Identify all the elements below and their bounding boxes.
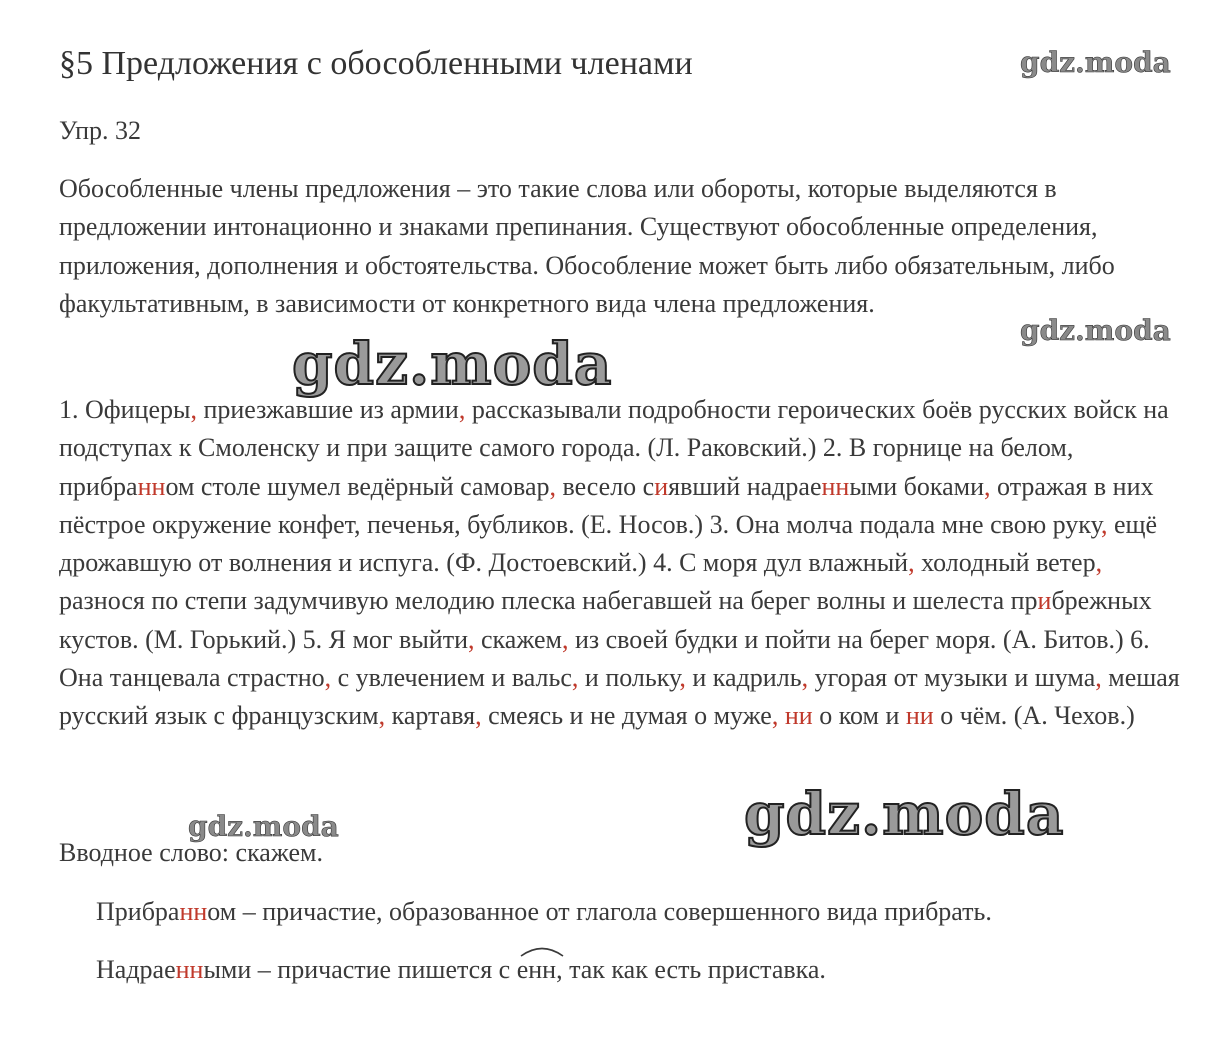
highlight-mark: и [654, 471, 669, 501]
text-segment: ещё дрожавшую от волнения и испуга. (Ф. Достоевский.) 4. С моря дул влажный [59, 509, 1158, 578]
watermark-logo: gdz.moda [1020, 314, 1171, 347]
watermark-logo: gdz.moda [292, 330, 613, 398]
highlight-mark: , [1095, 548, 1103, 578]
text-segment: 1. Офицеры [59, 395, 191, 424]
highlight-mark: и [1037, 586, 1052, 616]
exercise-number: Упр. 32 [59, 116, 142, 145]
highlight-letters: нн [179, 897, 208, 926]
text-segment: смеясь и не думая о муже [481, 701, 772, 731]
text-segment: и кадриль [685, 663, 802, 693]
text-segment: отражая в них пёстрое окружение конфет, печенья, бубликов. (Е. Носов.) 3. Она молча подала мне свою руку [59, 471, 1154, 539]
page-title: §5 Предложения с обособленными членами [59, 45, 693, 82]
highlight-mark: , [458, 395, 466, 424]
text-segment: холодный ветер [914, 548, 1096, 578]
text-segment: из своей будки и пойти на берег моря. (А. Битов.) 6. Она танцевала страстно [59, 624, 1150, 693]
highlight-mark: ни [905, 701, 934, 731]
text-segment: весело с [555, 471, 655, 501]
highlight-mark: , [378, 701, 386, 731]
suffix-mark [517, 951, 556, 989]
highlight-mark: нн [821, 471, 850, 501]
note-text: , так как есть приставка. [556, 955, 826, 984]
highlight-mark: , [908, 548, 915, 578]
intro-paragraph: Обособленные члены предложения – это такие слова или обороты, которые выделяются в предложении интонационно и знаками препинания. Существуют обособленные определения, приложения, дополнения и обстоятельства. Обособление может быть либо обязательным, либо факультативным, в зависимости от конкретного вида члена предложения. [59, 174, 1115, 318]
text-segment: о чём. (А. Чехов.) [933, 701, 1135, 731]
exercise-text [59, 391, 1189, 736]
highlight-mark: нн [137, 471, 166, 501]
watermark-logo: gdz.moda [1020, 46, 1171, 79]
text-segment: и польку [578, 663, 680, 693]
highlight-mark: , [984, 471, 991, 501]
watermark-logo: gdz.moda [744, 780, 1065, 848]
suffix-arc-icon [519, 945, 565, 957]
text-segment: явший надрае [668, 471, 822, 501]
highlight-mark: , [468, 624, 475, 654]
suffix-letters: енн [516, 955, 557, 984]
highlight-mark: , [324, 663, 332, 693]
explanation-note-1 [96, 893, 992, 931]
text-segment: мешая русский язык с французским [59, 663, 1180, 731]
text-segment: брежных кустов. (М. Горький.) 5. Я мог выйти [59, 586, 1152, 654]
text-segment: скажем [474, 624, 562, 654]
note-text: Надрае [96, 955, 176, 984]
text-segment: угорая от музыки и шума [808, 663, 1096, 693]
highlight-mark: , [1100, 509, 1108, 539]
text-segment: ыми боками [849, 471, 985, 501]
text-segment: приезжавшие из армии [196, 395, 459, 424]
note-text: Прибра [96, 897, 180, 926]
highlight-mark: , [561, 624, 569, 654]
highlight-letters: нн [175, 955, 204, 984]
highlight-mark: , [1095, 663, 1102, 693]
text-segment: разнося по степи задумчивую мелодию плеска набегавшей на берег волны и шелеста пр [59, 586, 1038, 616]
note-text: ом – причастие, образованное от глагола совершенного вида прибрать. [207, 897, 992, 926]
text-segment: картавя [385, 701, 476, 731]
highlight-mark: , [190, 395, 197, 424]
explanation-note-2 [96, 951, 826, 989]
highlight-mark: , [475, 701, 482, 731]
text-segment: рассказывали подробности героических боёв русских войск на подступах к Смоленску и при защите самого города. (Л. Раковский.) 2. В горнице на белом, прибра [59, 395, 1169, 501]
highlight-mark: , [771, 701, 779, 731]
highlight-mark: , [571, 663, 579, 693]
highlight-mark: , [801, 663, 809, 693]
introductory-word-note: Вводное слово: скажем. [59, 838, 323, 867]
text-segment: с увлечением и вальс [331, 663, 572, 693]
highlight-mark: ни [784, 701, 813, 731]
text-segment: ом столе шумел ведёрный самовар [165, 471, 550, 501]
highlight-mark: , [549, 471, 556, 501]
highlight-mark: , [679, 663, 686, 693]
watermark-logo: gdz.moda [188, 810, 339, 843]
note-text: ыми – причастие пишется с [203, 955, 517, 984]
text-segment: о ком и [812, 701, 906, 731]
